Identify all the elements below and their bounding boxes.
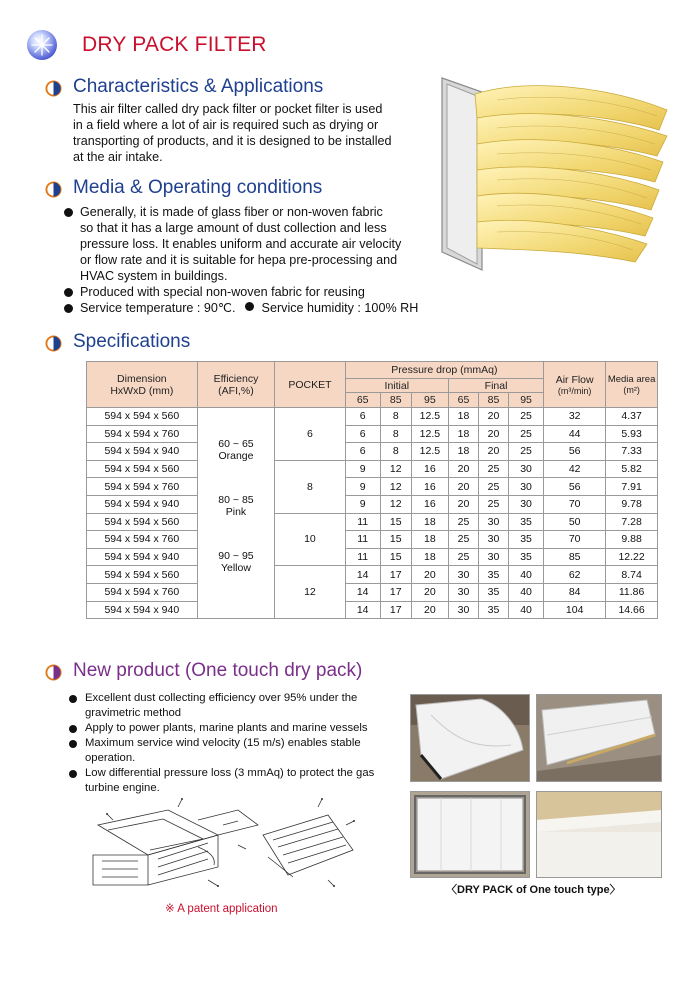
header-initial: Initial <box>345 379 448 393</box>
table-cell: 18 <box>449 425 479 443</box>
cell-dimension: 594 x 594 x 560 <box>87 513 198 531</box>
bullet-icon <box>245 302 254 311</box>
table-cell: 70 <box>544 495 606 513</box>
table-cell: 6 <box>345 443 380 461</box>
table-cell: 14.66 <box>606 601 658 619</box>
cell-efficiency <box>197 408 275 619</box>
table-row <box>87 443 658 461</box>
product-photo-1 <box>410 694 530 782</box>
table-cell: 17 <box>380 566 411 584</box>
cell-pocket: 12 <box>275 566 345 619</box>
table-cell: 35 <box>508 531 543 549</box>
header-pressure-drop: Pressure drop (mmAq) <box>345 362 544 379</box>
table-cell: 20 <box>411 566 448 584</box>
half-circle-icon <box>45 181 62 198</box>
table-cell: 56 <box>544 478 606 496</box>
section-heading-specifications: Specifications <box>73 331 191 352</box>
table-row <box>87 513 658 531</box>
header-pocket: POCKET <box>275 362 345 408</box>
table-cell: 20 <box>411 601 448 619</box>
cell-dimension: 594 x 594 x 940 <box>87 548 198 566</box>
table-cell: 8 <box>380 443 411 461</box>
header-final: Final <box>449 379 544 393</box>
table-cell: 16 <box>411 478 448 496</box>
table-cell: 35 <box>508 513 543 531</box>
table-cell: 17 <box>380 583 411 601</box>
pocket-filter-image <box>437 70 677 275</box>
table-cell: 5.93 <box>606 425 658 443</box>
table-row <box>87 583 658 601</box>
bullet-icon <box>69 770 77 778</box>
table-cell: 12 <box>380 478 411 496</box>
patent-note: ※ A patent application <box>165 903 278 915</box>
section-heading-media: Media & Operating conditions <box>73 177 323 198</box>
table-cell: 9.78 <box>606 495 658 513</box>
table-cell: 9.88 <box>606 531 658 549</box>
table-cell: 7.28 <box>606 513 658 531</box>
table-cell: 30 <box>508 495 543 513</box>
table-cell: 25 <box>449 548 479 566</box>
table-cell: 8 <box>380 425 411 443</box>
cell-dimension: 594 x 594 x 560 <box>87 408 198 426</box>
table-cell: 30 <box>478 513 508 531</box>
cell-pocket: 8 <box>275 460 345 513</box>
cell-dimension: 594 x 594 x 940 <box>87 601 198 619</box>
product-photo-2 <box>536 694 662 782</box>
table-cell: 18 <box>411 513 448 531</box>
bullet-icon <box>69 695 77 703</box>
header-air-flow: Air Flow (m³/min) <box>544 362 606 408</box>
table-cell: 56 <box>544 443 606 461</box>
cell-dimension: 594 x 594 x 760 <box>87 425 198 443</box>
bullet-icon <box>69 725 77 733</box>
table-row <box>87 566 658 584</box>
table-row <box>87 495 658 513</box>
table-cell: 30 <box>508 478 543 496</box>
table-cell: 11 <box>345 548 380 566</box>
table-cell: 20 <box>449 478 479 496</box>
cell-dimension: 594 x 594 x 760 <box>87 583 198 601</box>
new-product-bullet-list: Excellent dust collecting efficiency over 95% under the gravimetric method Apply to power plants, marine plants and marine vessels Maximum service wind velocity (15 m/s) enables stable operation. Low differential pressure loss (3 mmAq) to protect the gas turbine engine. <box>68 691 403 796</box>
cell-dimension: 594 x 594 x 760 <box>87 531 198 549</box>
page-title: DRY PACK FILTER <box>82 33 267 56</box>
table-cell: 25 <box>508 443 543 461</box>
table-row <box>87 425 658 443</box>
table-cell: 35 <box>478 583 508 601</box>
table-cell: 30 <box>508 460 543 478</box>
table-cell: 70 <box>544 531 606 549</box>
table-cell: 40 <box>508 583 543 601</box>
table-cell: 12.22 <box>606 548 658 566</box>
table-cell: 25 <box>449 531 479 549</box>
table-cell: 84 <box>544 583 606 601</box>
half-circle-icon <box>45 664 62 681</box>
characteristics-text: This air filter called dry pack filter or pocket filter is used in a field where a lot of air is required such as drying or transporting of products, and it is designed to be installed at the air intake. <box>73 102 392 164</box>
cell-dimension: 594 x 594 x 560 <box>87 460 198 478</box>
patent-sketch-drawing <box>88 795 363 900</box>
table-row <box>87 531 658 549</box>
table-cell: 30 <box>449 566 479 584</box>
table-cell: 20 <box>478 443 508 461</box>
table-cell: 104 <box>544 601 606 619</box>
cell-dimension: 594 x 594 x 940 <box>87 443 198 461</box>
cell-dimension: 594 x 594 x 560 <box>87 566 198 584</box>
table-cell: 35 <box>508 548 543 566</box>
table-cell: 9 <box>345 495 380 513</box>
efficiency-color: Yellow <box>220 562 251 574</box>
specifications-table <box>86 361 658 619</box>
table-cell: 5.82 <box>606 460 658 478</box>
cell-pocket: 10 <box>275 513 345 566</box>
table-cell: 14 <box>345 583 380 601</box>
table-cell: 25 <box>478 460 508 478</box>
table-cell: 7.91 <box>606 478 658 496</box>
table-cell: 9 <box>345 460 380 478</box>
bullet-icon <box>64 208 73 217</box>
table-cell: 18 <box>449 408 479 426</box>
section-heading-characteristics: Characteristics & Applications <box>73 76 324 97</box>
table-cell: 15 <box>380 513 411 531</box>
table-cell: 15 <box>380 531 411 549</box>
table-cell: 8.74 <box>606 566 658 584</box>
table-row <box>87 408 658 426</box>
header-efficiency: Efficiency (AFI,%) <box>197 362 275 408</box>
table-cell: 20 <box>411 583 448 601</box>
table-cell: 85 <box>544 548 606 566</box>
starburst-icon <box>27 30 57 60</box>
table-cell: 44 <box>544 425 606 443</box>
table-cell: 35 <box>478 566 508 584</box>
table-cell: 25 <box>508 425 543 443</box>
table-cell: 12 <box>380 495 411 513</box>
table-cell: 25 <box>449 513 479 531</box>
half-circle-icon <box>45 335 62 352</box>
table-cell: 12.5 <box>411 425 448 443</box>
table-row <box>87 601 658 619</box>
bullet-icon <box>64 304 73 313</box>
table-cell: 30 <box>449 601 479 619</box>
table-cell: 14 <box>345 566 380 584</box>
table-cell: 4.37 <box>606 408 658 426</box>
efficiency-range: 60 ~ 65 <box>218 438 254 450</box>
efficiency-range: 80 ~ 85 <box>218 494 254 506</box>
table-row <box>87 548 658 566</box>
table-cell: 20 <box>478 408 508 426</box>
media-bullet-list: Generally, it is made of glass fiber or non-woven fabric so that it has a large amount of dust collection and less pressure loss. It enables uniform and accurate air velocity or flow rate and it is suitable for hepa pre-processing and HVAC system in buildings. Produced with special non-woven fabric for reusing Service temperature : 90℃. Service humidity : 100% RH <box>62 204 418 316</box>
table-cell: 42 <box>544 460 606 478</box>
table-cell: 50 <box>544 513 606 531</box>
efficiency-color: Orange <box>218 450 254 462</box>
table-cell: 9 <box>345 478 380 496</box>
product-photo-4 <box>536 791 662 878</box>
table-cell: 25 <box>508 408 543 426</box>
header-col: 85 <box>478 393 508 408</box>
table-cell: 40 <box>508 566 543 584</box>
cell-dimension: 594 x 594 x 760 <box>87 478 198 496</box>
table-cell: 7.33 <box>606 443 658 461</box>
table-cell: 11.86 <box>606 583 658 601</box>
table-cell: 30 <box>449 583 479 601</box>
table-cell: 16 <box>411 460 448 478</box>
table-cell: 16 <box>411 495 448 513</box>
header-col: 95 <box>508 393 543 408</box>
product-photo-3 <box>410 791 530 878</box>
table-cell: 14 <box>345 601 380 619</box>
header-media-area: Media area (m²) <box>606 362 658 408</box>
header-dimension: Dimension HxWxD (mm) <box>87 362 198 408</box>
efficiency-color: Pink <box>225 506 247 518</box>
table-cell: 20 <box>478 425 508 443</box>
table-cell: 12 <box>380 460 411 478</box>
table-cell: 30 <box>478 548 508 566</box>
table-cell: 25 <box>478 495 508 513</box>
section-heading-new-product: New product (One touch dry pack) <box>73 660 363 681</box>
table-cell: 17 <box>380 601 411 619</box>
table-cell: 6 <box>345 408 380 426</box>
table-cell: 25 <box>478 478 508 496</box>
half-circle-icon <box>45 80 62 97</box>
table-cell: 18 <box>411 548 448 566</box>
header-col: 95 <box>411 393 448 408</box>
table-cell: 32 <box>544 408 606 426</box>
bullet-icon <box>69 740 77 748</box>
photo-caption: 〈DRY PACK of One touch type〉 <box>446 884 621 896</box>
table-cell: 6 <box>345 425 380 443</box>
cell-dimension: 594 x 594 x 940 <box>87 495 198 513</box>
table-cell: 40 <box>508 601 543 619</box>
table-cell: 35 <box>478 601 508 619</box>
header-col: 65 <box>449 393 479 408</box>
table-cell: 20 <box>449 495 479 513</box>
table-cell: 62 <box>544 566 606 584</box>
table-row <box>87 478 658 496</box>
bullet-icon <box>64 288 73 297</box>
table-cell: 11 <box>345 513 380 531</box>
table-row <box>87 460 658 478</box>
table-cell: 11 <box>345 531 380 549</box>
table-cell: 30 <box>478 531 508 549</box>
table-cell: 8 <box>380 408 411 426</box>
table-cell: 20 <box>449 460 479 478</box>
table-cell: 12.5 <box>411 408 448 426</box>
table-cell: 18 <box>449 443 479 461</box>
cell-pocket: 6 <box>275 408 345 461</box>
table-cell: 12.5 <box>411 443 448 461</box>
table-cell: 15 <box>380 548 411 566</box>
header-col: 65 <box>345 393 380 408</box>
header-col: 85 <box>380 393 411 408</box>
table-cell: 18 <box>411 531 448 549</box>
efficiency-range: 90 ~ 95 <box>218 550 254 562</box>
